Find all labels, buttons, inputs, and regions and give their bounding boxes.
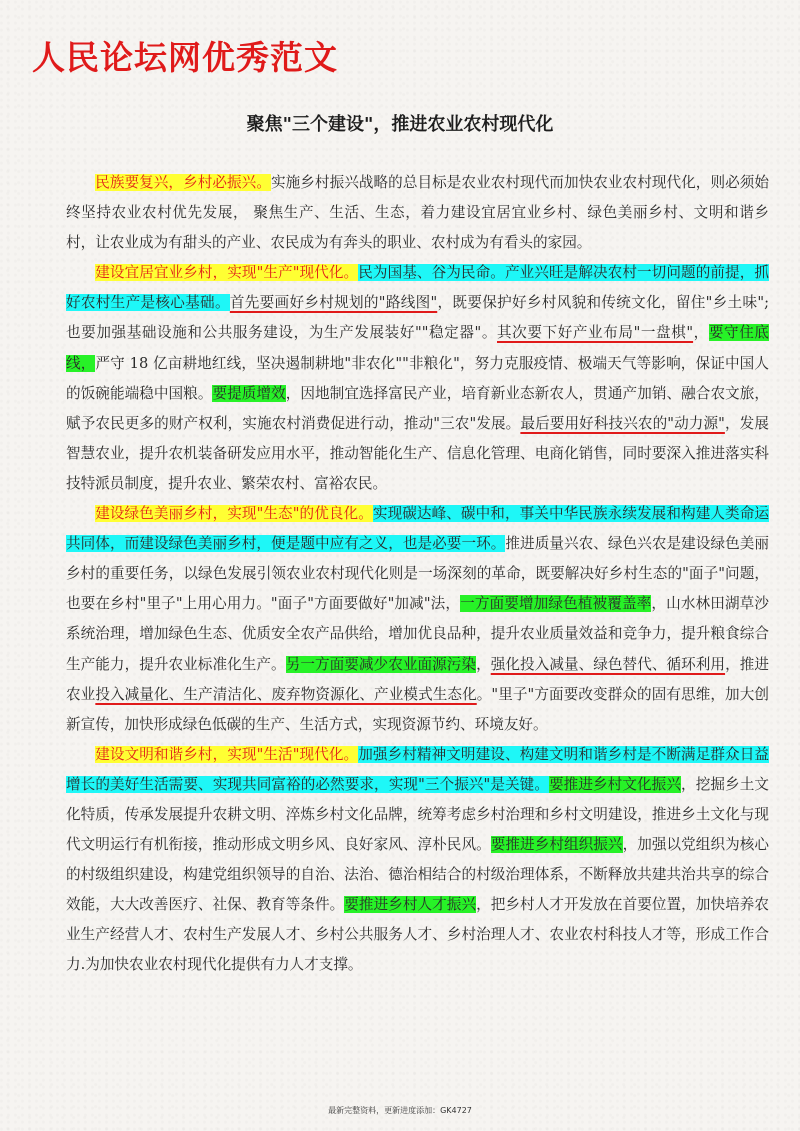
underlined-text: 强化投入减量、绿色替代、循环利用 [490,655,726,673]
body-text: ，山水林田湖草沙系统治理，增加绿色生态、优质安全农产品供给，增加优良品种，提升农业质量效益和竞争力，提升粮食综合生产能力，提升农业标准化生产。 [66,595,769,673]
site-brand-title: 人民论坛网优秀范文 [32,38,338,77]
highlight-cyan-text: 民为国基、谷为民命。产业兴旺是解决农村一切问题的前提，抓好农村生产是核心基础。 [66,264,769,312]
body-text: ， [693,324,709,342]
highlight-yellow-heading: 建设绿色美丽乡村，实现"生态"的优良化。 [95,505,373,523]
highlight-cyan-text: 实现碳达峰、碳中和，事关中华民族永续发展和构建人类命运共同体，而建设绿色美丽乡村，便是题中应有之义，也是必要一环。 [66,505,769,553]
highlight-yellow-heading: 建设文明和谐乡村，实现"生活"现代化。 [95,745,359,763]
paragraph-intro [66,168,769,258]
highlight-green-text: 要推进乡村文化振兴 [549,775,682,793]
body-text: 实施乡村振兴战略的总目标是农业农村现代而加快农业农村现代化，则必须始终坚持农业农村优先发展， 聚焦生产、生活、生态，着力建设宜居宜业乡村、绿色美丽乡村、文明和谐乡村，让农业成为有甜头的产业、农民成为有奔头的职业、农村成为有看头的家园。 [66,174,769,252]
highlight-yellow-heading: 建设宜居宜业乡村，实现"生产"现代化。 [95,264,359,282]
paragraph-ecology [66,499,769,740]
underlined-text: 首先要画好乡村规划的"路线图" [229,294,438,312]
paragraph-civilization [66,740,769,981]
body-text: ，把乡村人才开发放在首要位置，加快培养农业生产经营人才、农村生产发展人才、乡村公共服务人才、乡村治理人才、农业农村科技人才等，形成工作合力.为加快农业农村现代化提供有力人才支撑。 [66,896,769,974]
highlight-yellow-heading: 民族要复兴，乡村必振兴。 [95,174,271,191]
body-text: 。"里子"方面要改变群众的固有思维，加大创新宣传，加快形成绿色低碳的生产、生活方式，实现资源节约、环境友好。 [66,685,769,733]
highlight-green-text: 一方面要增加绿色植被覆盖率 [460,595,652,613]
underlined-text: 其次要下好产业布局"一盘棋" [497,324,694,342]
underlined-text: 投入减量化、生产清洁化、废弃物资源化、产业模式生态化 [95,685,477,703]
underlined-text: 最后要用好科技兴农的"动力源" [520,414,725,432]
highlight-green-text: 要提质增效 [212,384,286,402]
highlight-green-text: 另一方面要减少农业面源污染 [285,655,477,673]
highlight-green-text: 要推进乡村组织振兴 [490,836,623,854]
highlight-cyan-text: 加强乡村精神文明建设、构建文明和谐乡村是不断满足群众日益增长的美好生活需要、实现共同富裕的必然要求，实现"三个振兴"是关键。 [66,745,769,793]
paragraph-production [66,258,769,499]
article-body [66,168,769,981]
body-text: ，既要保护好乡村风貌和传统文化，留住"乡土味";也要加强基础设施和公共服务建设，为生产发展装好""稳定器"。 [66,294,769,342]
body-text: ，挖掘乡土文化特质，传承发展提升农耕文明、淬炼乡村文化品牌，统筹考虑乡村治理和乡村文明建设，推进乡土文化与现代文明运行有机衔接，推动形成文明乡风、良好家风、淳朴民风。 [66,775,769,854]
body-text: 推进质量兴农、绿色兴农是建设绿色美丽乡村的重要任务，以绿色发展引领农业农村现代化则是一场深刻的革命，既要解决好乡村生态的"面子"问题，也要在乡村"里子"上用心用力。"面子"方面要做好"加减"法， [66,535,769,613]
body-text: ，因地制宜选择富民产业，培育新业态新农人，贯通产加销、融合农文旅，赋予农民更多的财产权利，实施农村消费促进行动，推动"三农"发展。 [66,384,769,432]
highlight-green-text: 要守住底线， [66,324,769,372]
body-text: ， [476,655,491,673]
body-text: ，加强以党组织为核心的村级组织建设，构建党组织领导的自治、法治、德治相结合的村级治理体系，不断释放共建共治共享的综合效能，大大改善医疗、社保、教育等条件。 [66,836,769,914]
body-text: ，推进农业 [66,655,769,703]
body-text: 严守 18 亿亩耕地红线，坚决遏制耕地"非农化""非粮化"，努力克服疫情、极端天气等影响，保证中国人的饭碗能端稳中国粮。 [66,354,769,402]
footer-note: 最新完整资料，更新进度添加：GK4727 [328,1106,472,1115]
body-text: ，发展智慧农业，提升农机装备研发应用水平，推动智能化生产、信息化管理、电商化销售，同时要深入推进落实科技特派员制度，提升农业、繁荣农村、富裕农民。 [66,414,769,492]
article-title: 聚焦"三个建设"，推进农业农村现代化 [246,114,554,135]
highlight-green-text: 要推进乡村人才振兴 [344,896,477,914]
